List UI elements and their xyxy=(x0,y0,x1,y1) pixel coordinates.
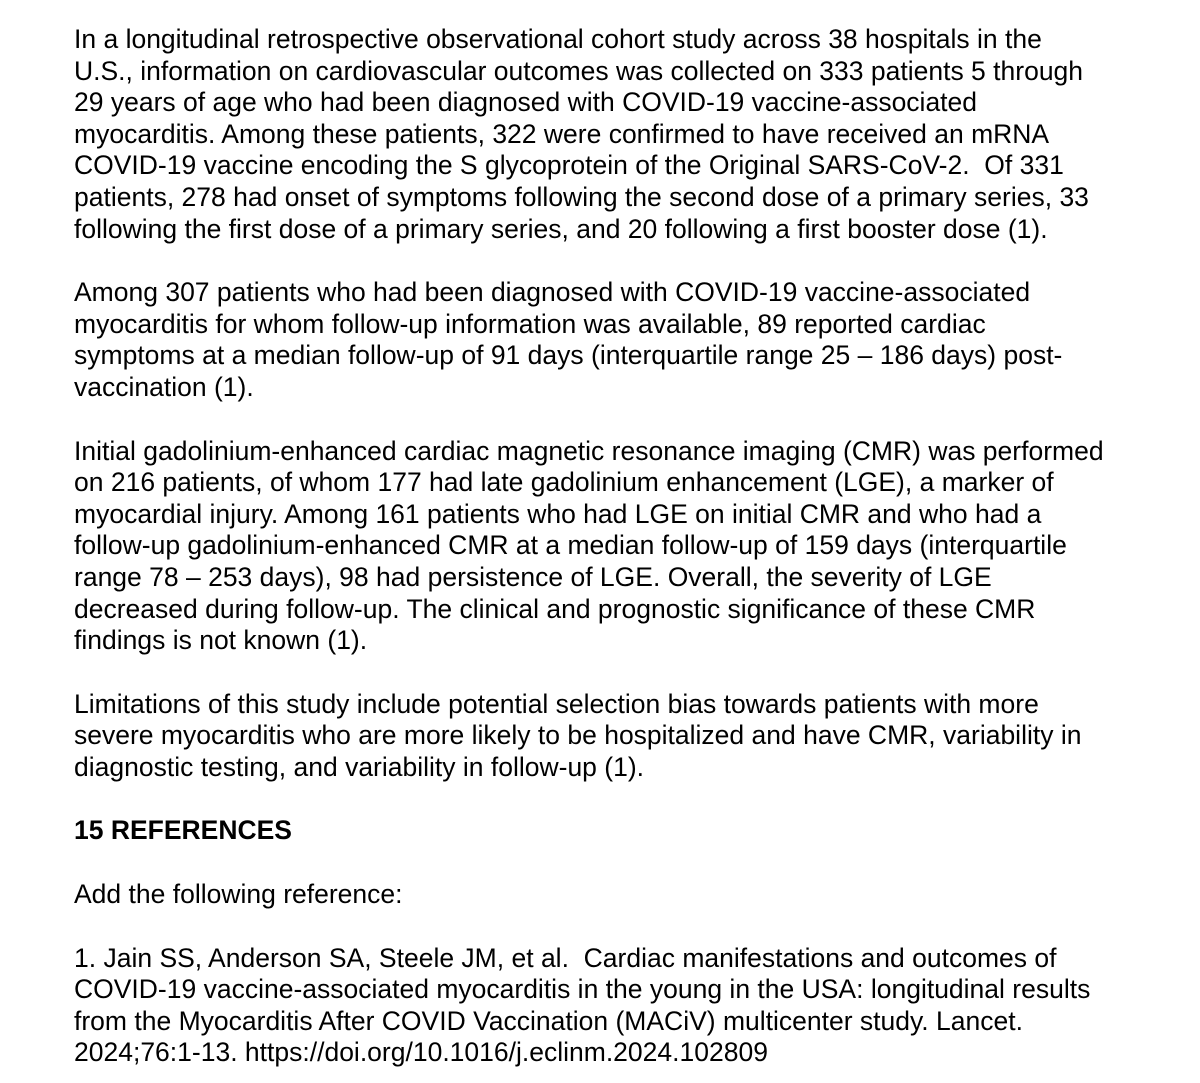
reference-line: COVID-19 vaccine-associated myocarditis in the young in the USA: longitudinal results xyxy=(74,974,1091,1005)
document-body xyxy=(74,24,1174,1069)
reference-instruction xyxy=(74,879,1174,911)
text-line: 29 years of age who had been diagnosed with COVID-19 vaccine-associated xyxy=(74,87,978,118)
text-line: myocarditis. Among these patients, 322 were confirmed to have received an mRNA xyxy=(74,118,1050,149)
text-line: Among 307 patients who had been diagnosed with COVID-19 vaccine-associated xyxy=(74,277,1031,308)
text-line: diagnostic testing, and variability in follow-up (1). xyxy=(74,751,645,782)
text-line: patients, 278 had onset of symptoms following the second dose of a primary series, 33 xyxy=(74,181,1089,212)
reference-entry xyxy=(74,943,1174,1069)
reference-line: from the Myocarditis After COVID Vaccination (MACiV) multicenter study. Lancet. xyxy=(74,1005,1023,1036)
paragraph-spacer xyxy=(74,911,1174,943)
text-line: symptoms at a median follow-up of 91 days (interquartile range 25 – 186 days) post- xyxy=(74,340,1063,371)
text-line: findings is not known (1). xyxy=(74,625,368,656)
text-line: following the first dose of a primary series, and 20 following a first booster dose (1). xyxy=(74,213,1048,244)
text-line: COVID-19 vaccine encoding the S glycoprotein of the Original SARS-CoV-2. Of 331 xyxy=(74,150,1064,181)
paragraph-limitations xyxy=(74,689,1174,784)
paragraph-follow-up-symptoms xyxy=(74,277,1174,403)
text-line: myocarditis for whom follow-up information was available, 89 reported cardiac xyxy=(74,308,986,339)
section-heading-text: 15 REFERENCES xyxy=(74,815,292,846)
paragraph-study-overview xyxy=(74,24,1174,245)
text-line: Limitations of this study include potential selection bias towards patients with more xyxy=(74,688,1039,719)
text-line: U.S., information on cardiovascular outcomes was collected on 333 patients 5 through xyxy=(74,55,1084,86)
text-line: decreased during follow-up. The clinical and prognostic significance of these CMR xyxy=(74,593,1036,624)
paragraph-spacer xyxy=(74,404,1174,436)
section-heading-references xyxy=(74,815,1174,847)
text-line: vaccination (1). xyxy=(74,371,254,402)
reference-line: 2024;76:1-13. https://doi.org/10.1016/j.eclinm.2024.102809 xyxy=(74,1037,768,1068)
text-line: range 78 – 253 days), 98 had persistence of LGE. Overall, the severity of LGE xyxy=(74,561,992,592)
reference-line: 1. Jain SS, Anderson SA, Steele JM, et al. Cardiac manifestations and outcomes of xyxy=(74,942,1057,973)
paragraph-cmr-findings xyxy=(74,436,1174,657)
text-line: severe myocarditis who are more likely to be hospitalized and have CMR, variability in xyxy=(74,720,1082,751)
text-line: myocardial injury. Among 161 patients who had LGE on initial CMR and who had a xyxy=(74,498,1042,529)
text-line: follow-up gadolinium-enhanced CMR at a median follow-up of 159 days (interquartile xyxy=(74,530,1067,561)
paragraph-spacer xyxy=(74,847,1174,879)
instruction-text: Add the following reference: xyxy=(74,879,403,910)
paragraph-spacer xyxy=(74,245,1174,277)
text-line: on 216 patients, of whom 177 had late gadolinium enhancement (LGE), a marker of xyxy=(74,467,1054,498)
paragraph-spacer xyxy=(74,783,1174,815)
text-line: In a longitudinal retrospective observational cohort study across 38 hospitals in the xyxy=(74,24,1042,54)
paragraph-spacer xyxy=(74,657,1174,689)
text-line: Initial gadolinium-enhanced cardiac magnetic resonance imaging (CMR) was performed xyxy=(74,435,1104,466)
